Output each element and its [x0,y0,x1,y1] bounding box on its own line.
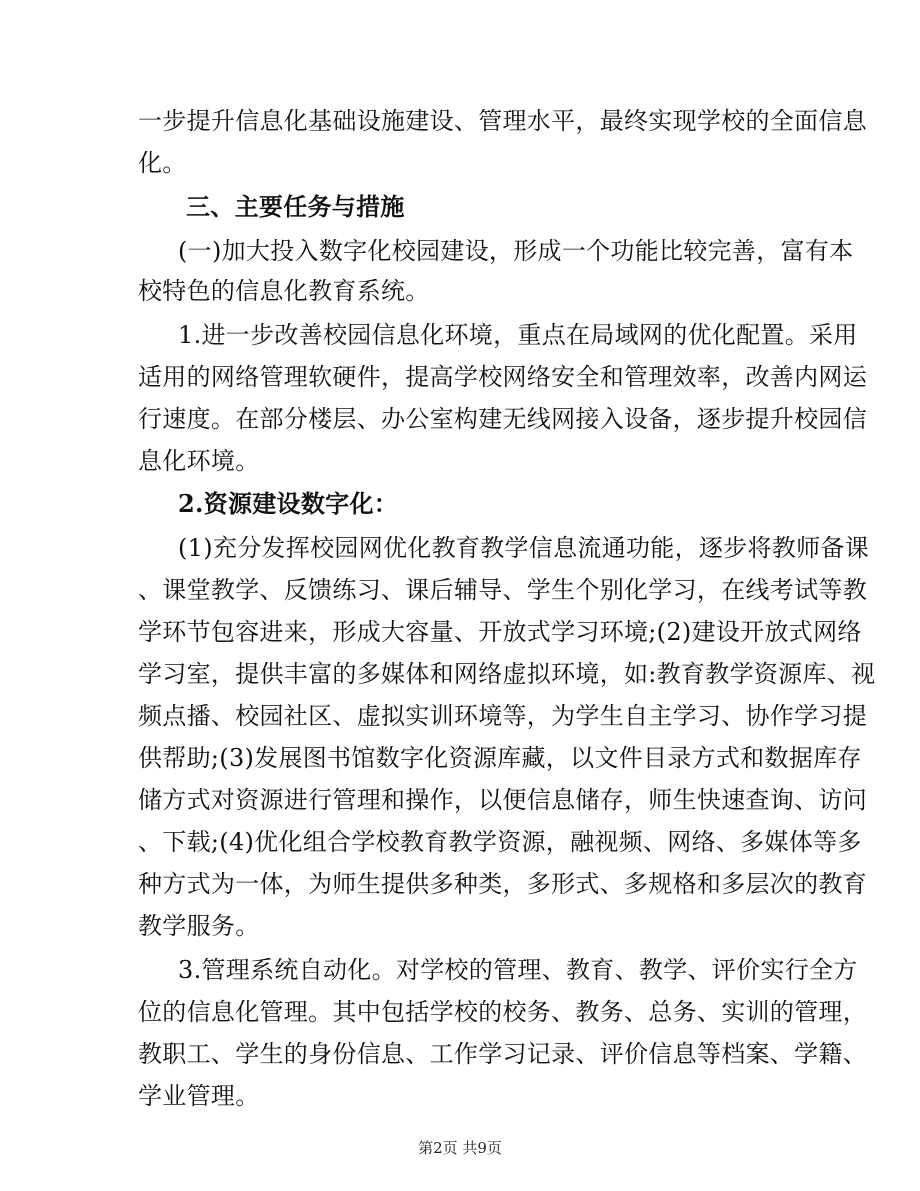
body-text-line: 学环节包容进来，形成大容量、开放式学习环境;(2)建设开放式网络 [138,618,862,646]
body-text-line: 1.进一步改善校园信息化环境，重点在局域网的优化配置。采用 [178,321,858,349]
body-text-line: 种方式为一体，为师生提供多种类，多形式、多规格和多层次的教育 [138,870,867,898]
section-heading: 三、主要任务与措施 [186,192,405,221]
body-text-line: 一步提升信息化基础设施建设、管理水平，最终实现学校的全面信息 [138,107,867,135]
body-text-line: 息化环境。 [138,447,260,475]
page-number-footer: 第2页 共9页 [418,1139,502,1157]
body-text-line: (1)充分发挥校园网优化教育教学信息流通功能，逐步将教师备课 [178,534,869,562]
body-text-line: 3.管理系统自动化。对学校的管理、教育、教学、评价实行全方 [178,956,858,984]
body-text-line: 适用的网络管理软硬件，提高学校网络安全和管理效率，改善内网运 [138,363,867,391]
body-text-line: 储方式对资源进行管理和操作，以便信息储存，师生快速查询、访问 [138,786,867,814]
body-text-line: 教职工、学生的身份信息、工作学习记录、评价信息等档案、学籍、 [138,1040,867,1068]
body-text-line: 、下载;(4)优化组合学校教育教学资源，融视频、网络、多媒体等多 [138,828,862,856]
body-text-line: 行速度。在部分楼层、办公室构建无线网接入设备，逐步提升校园信 [138,405,867,433]
body-text-line: 位的信息化管理。其中包括学校的校务、教务、总务、实训的管理， [138,998,867,1026]
body-text-line: 学习室，提供丰富的多媒体和网络虚拟环境，如:教育教学资源库、视 [138,660,876,688]
body-text-line: 供帮助;(3)发展图书馆数字化资源库藏，以文件目录方式和数据库存 [138,744,862,772]
body-text-line: 、课堂教学、反馈练习、课后辅导、学生个别化学习，在线考试等教 [138,576,867,604]
body-text-line: 教学服务。 [138,912,260,940]
body-text-line: 学业管理。 [138,1082,260,1110]
body-text-line: 校特色的信息化教育系统。 [138,277,430,305]
body-text-line: 频点播、校园社区、虚拟实训环境等，为学生自主学习、协作学习提 [138,702,867,730]
body-text-line: 化。 [138,149,187,177]
subsection-heading: 2.资源建设数字化： [178,489,399,518]
body-text-line: (一)加大投入数字化校园建设，形成一个功能比较完善，富有本 [178,237,854,265]
